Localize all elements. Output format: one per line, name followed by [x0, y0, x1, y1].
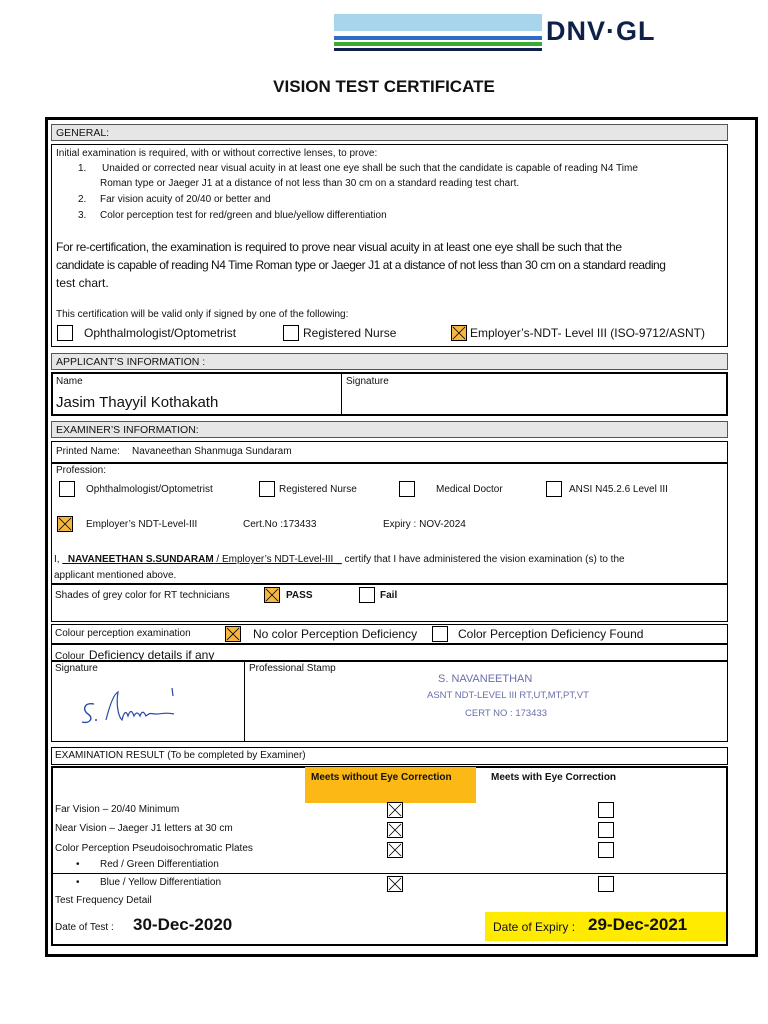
stamp-line-3: CERT NO : 173433 — [465, 708, 548, 719]
logo-stripe-blue — [334, 36, 542, 40]
shades-label: Shades of grey color for RT technicians — [55, 590, 230, 601]
option-ndt-checkbox[interactable] — [451, 325, 467, 341]
document-title: VISION TEST CERTIFICATE — [273, 77, 495, 96]
option-ophthalmologist-checkbox[interactable] — [57, 325, 73, 341]
color-perception-label: Color Perception Pseudoisochromatic Plates — [55, 843, 253, 854]
no-deficiency-label: No color Perception Deficiency — [253, 627, 418, 641]
colour-details-prefix: Colour — [55, 651, 85, 662]
far-vision-with-checkbox[interactable] — [598, 802, 614, 818]
far-vision-label: Far Vision – 20/40 Minimum — [55, 804, 180, 815]
item-2-number: 2. — [78, 194, 87, 205]
stamp-label: Professional Stamp — [249, 663, 336, 674]
ndt-expiry: Expiry : NOV-2024 — [383, 519, 466, 530]
item-3-number: 3. — [78, 210, 87, 221]
applicant-header: APPLICANT’S INFORMATION : — [51, 353, 728, 370]
applicant-divider — [341, 372, 342, 416]
applicant-name-label: Name — [56, 376, 83, 387]
profession-ansi-checkbox[interactable] — [546, 481, 562, 497]
color-perception-with-checkbox[interactable] — [598, 842, 614, 858]
shades-pass-checkbox[interactable] — [264, 587, 280, 603]
profession-ndt-label: Employer’s NDT-Level-III — [86, 519, 198, 530]
profession-ophthalmologist-checkbox[interactable] — [59, 481, 75, 497]
valid-text: This certification will be valid only if signed by one of the following: — [56, 309, 349, 320]
blue-yellow-bullet: • — [76, 877, 80, 888]
profession-nurse-checkbox[interactable] — [259, 481, 275, 497]
col-with-label: Meets with Eye Correction — [491, 772, 617, 783]
printed-name-value: Navaneethan Shanmuga Sundaram — [132, 446, 292, 457]
option-ophthalmologist-label: Ophthalmologist/Optometrist — [84, 326, 237, 340]
color-perception-without-checkbox[interactable] — [387, 842, 403, 858]
certify-prefix: I, — [54, 554, 63, 565]
examiner-header: EXAMINER’S INFORMATION: — [51, 421, 728, 438]
date-of-test-value: 30-Dec-2020 — [133, 915, 233, 934]
recert-line-1: For re-certification, the examination is required to prove near visual acuity in at least one eye shall be such that the — [56, 240, 622, 254]
no-deficiency-checkbox[interactable] — [225, 626, 241, 642]
applicant-signature-label: Signature — [346, 376, 389, 387]
profession-doctor-label: Medical Doctor — [436, 484, 503, 495]
profession-doctor-checkbox[interactable] — [399, 481, 415, 497]
certify-line-2: applicant mentioned above. — [54, 570, 177, 581]
date-of-test-label: Date of Test : — [55, 922, 114, 933]
general-intro: Initial examination is required, with or without corrective lenses, to prove: — [56, 148, 378, 159]
stamp-line-1: S. NAVANEETHAN — [438, 673, 533, 685]
option-nurse-checkbox[interactable] — [283, 325, 299, 341]
blue-yellow-without-checkbox[interactable] — [387, 876, 403, 892]
red-green-bullet: • — [76, 859, 80, 870]
option-nurse-label: Registered Nurse — [303, 326, 397, 340]
item-1-line2: Roman type or Jaeger J1 at a distance of not less than 30 cm on a standard reading test chart. — [100, 178, 520, 189]
shades-fail-label: Fail — [380, 590, 398, 601]
blue-yellow-with-checkbox[interactable] — [598, 876, 614, 892]
colour-details-text: Deficiency details if any — [88, 648, 215, 662]
applicant-name-value: Jasim Thayyil Kothakath — [56, 394, 219, 411]
logo-stripe-green — [334, 42, 542, 46]
red-green-label: Red / Green Differentiation — [100, 859, 219, 870]
recert-line-2: candidate is capable of reading N4 Time Roman type or Jaeger J1 at a distance of not less than 30 cm on a standard reading — [56, 258, 666, 272]
near-vision-without-checkbox[interactable] — [387, 822, 403, 838]
signature-stamp-divider — [244, 661, 245, 742]
certify-name: _NAVANEETHAN S.SUNDARAM — [62, 554, 214, 565]
x-mark-icon — [265, 588, 279, 602]
profession-label: Profession: — [56, 465, 107, 476]
profession-ndt-checkbox[interactable] — [57, 516, 73, 532]
near-vision-label: Near Vision – Jaeger J1 letters at 30 cm — [55, 823, 233, 834]
logo-stripe-white — [334, 31, 542, 35]
dnv-gl-logo — [334, 14, 674, 54]
blue-yellow-label: Blue / Yellow Differentiation — [100, 877, 222, 888]
shades-fail-checkbox[interactable] — [359, 587, 375, 603]
colour-exam-label: Colour perception examination — [55, 628, 191, 639]
x-mark-icon — [388, 803, 402, 817]
date-of-expiry-label: Date of Expiry : — [493, 920, 576, 934]
x-mark-icon — [388, 823, 402, 837]
profession-nurse-label: Registered Nurse — [279, 484, 357, 495]
deficiency-found-label: Color Perception Deficiency Found — [458, 627, 644, 641]
item-2-text: Far vision acuity of 20/40 or better and — [100, 194, 271, 205]
item-3-text: Color perception test for red/green and blue/yellow differentiation — [100, 210, 387, 221]
deficiency-found-checkbox[interactable] — [432, 626, 448, 642]
date-of-expiry-value: 29-Dec-2021 — [588, 915, 688, 934]
test-frequency-label: Test Frequency Detail — [55, 895, 152, 906]
far-vision-without-checkbox[interactable] — [387, 802, 403, 818]
x-mark-icon — [388, 877, 402, 891]
logo-text: DNV·GL — [546, 16, 656, 46]
profession-ophthalmologist-label: Ophthalmologist/Optometrist — [86, 484, 213, 495]
item-1-line1: Unaided or corrected near visual acuity in at least one eye shall be such that the candidate is capable of reading N4 Time — [102, 163, 638, 174]
x-mark-icon — [388, 843, 402, 857]
near-vision-with-checkbox[interactable] — [598, 822, 614, 838]
ndt-cert-number: Cert.No :173433 — [243, 519, 317, 530]
x-mark-icon — [58, 517, 72, 531]
x-mark-icon — [452, 326, 466, 340]
item-1-number: 1. — [78, 163, 87, 174]
certify-role: / Employer’s NDT-Level-III _ — [213, 554, 342, 565]
result-header: EXAMINATION RESULT (To be completed by Examiner) — [55, 750, 306, 761]
recert-line-3: test chart. — [56, 276, 109, 290]
general-header: GENERAL: — [51, 124, 728, 141]
examiner-signature-image — [76, 684, 186, 728]
shades-pass-label: PASS — [286, 590, 313, 601]
col-without-label: Meets without Eye Correction — [311, 772, 452, 783]
profession-ansi-label: ANSI N45.2.6 Level III — [569, 484, 668, 495]
logo-stripe-navy — [334, 48, 542, 51]
x-mark-icon — [226, 627, 240, 641]
printed-name-label: Printed Name: — [56, 446, 120, 457]
logo-stripe-light — [334, 14, 542, 31]
option-ndt-label: Employer’s-NDT- Level III (ISO-9712/ASNT) — [470, 326, 705, 340]
certify-suffix: certify that I have administered the vision examination (s) to the — [341, 554, 625, 565]
certify-line-1 — [54, 554, 625, 565]
examiner-signature-label: Signature — [55, 663, 98, 674]
stamp-line-2: ASNT NDT-LEVEL III RT,UT,MT,PT,VT — [427, 690, 589, 701]
